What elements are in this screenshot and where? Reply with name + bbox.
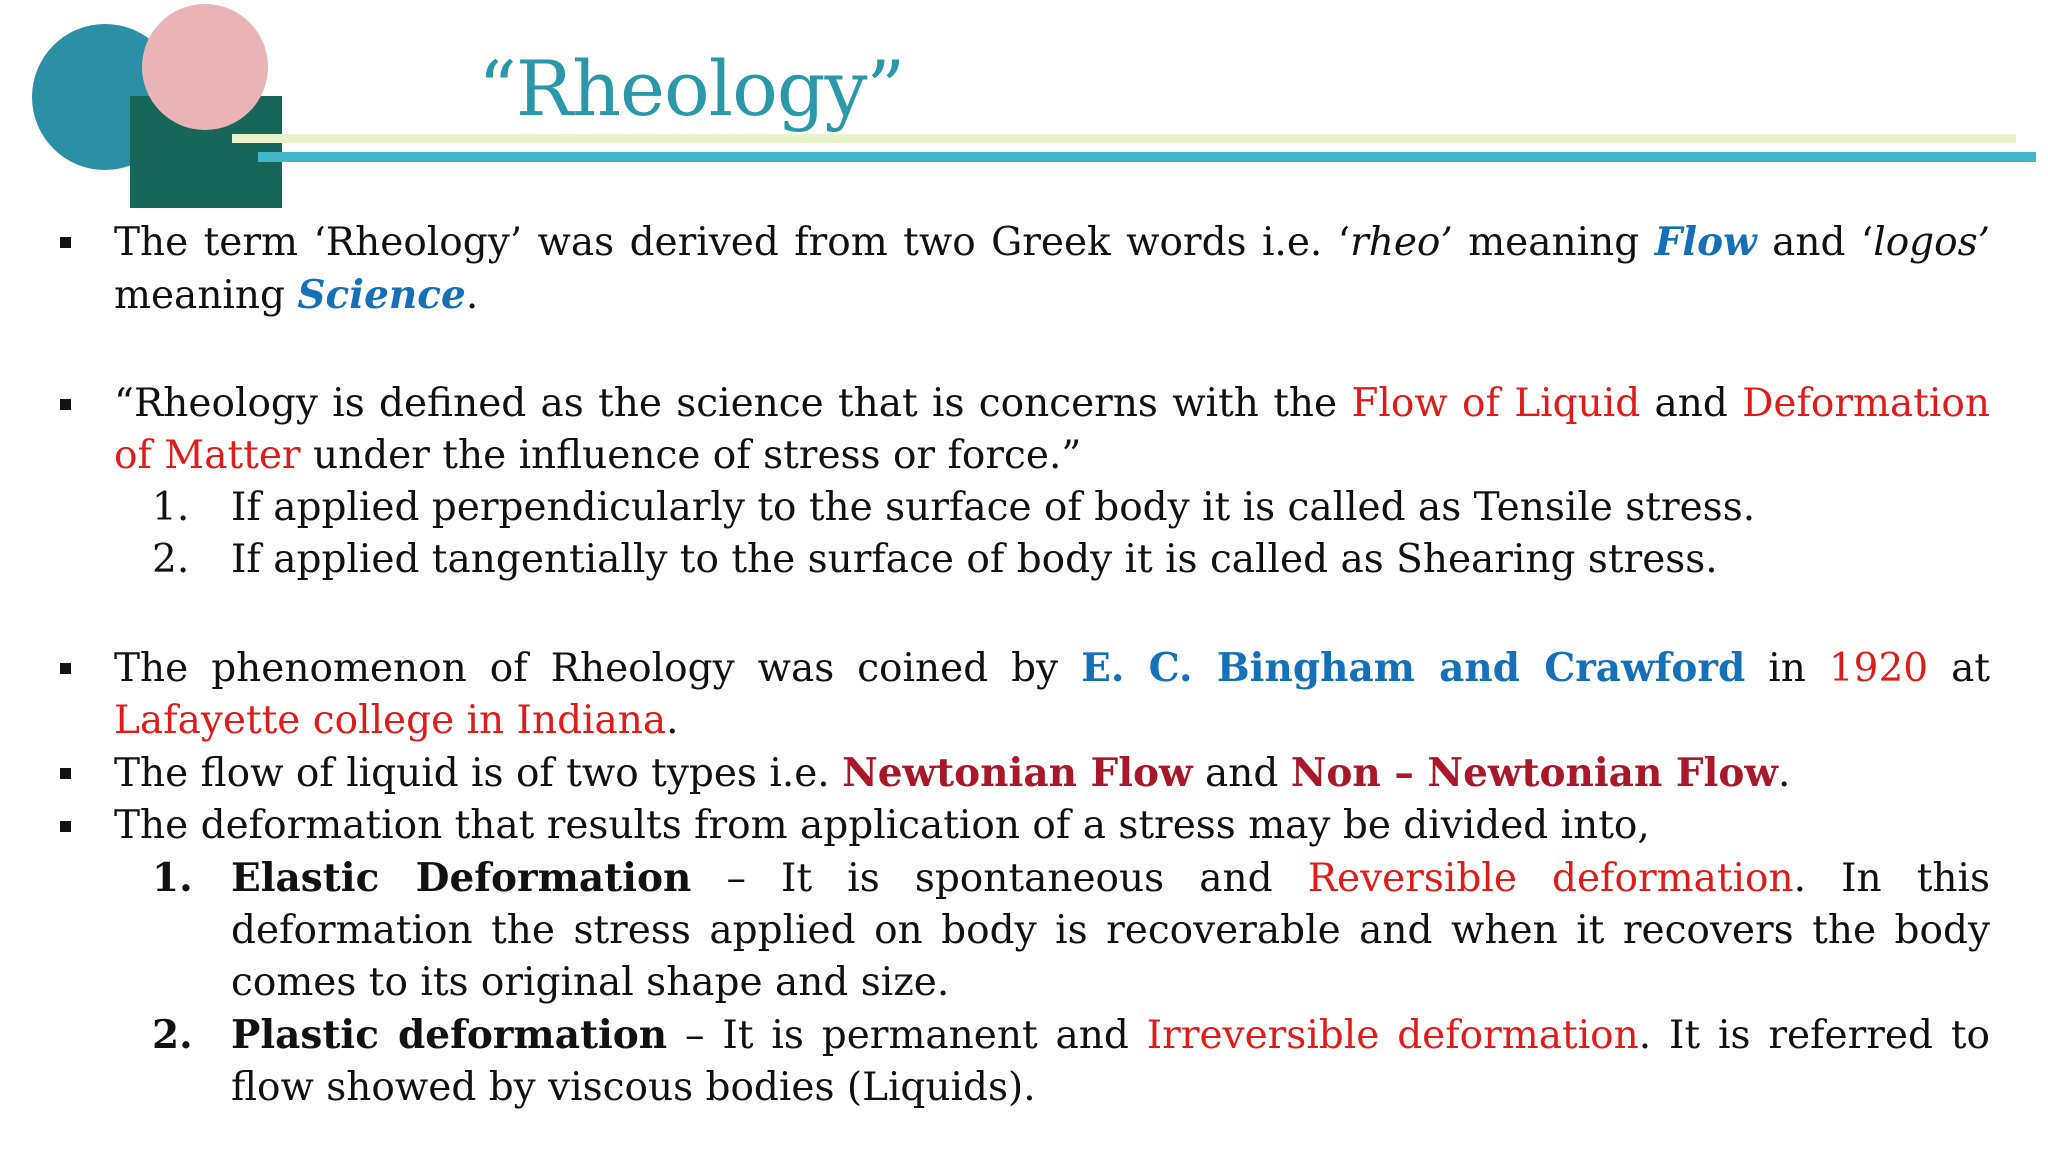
text: The phenomenon of Rheology was coined by — [114, 646, 1082, 691]
square-bullet-icon — [60, 663, 71, 674]
term-elastic-deformation: Elastic Deformation — [231, 855, 692, 901]
text: and ‘ — [1756, 220, 1874, 265]
text: meaning — [114, 273, 298, 318]
text: and — [1640, 381, 1743, 426]
highlight-place: Lafayette college in Indiana — [114, 698, 667, 743]
highlight-flow-of-liquid: Flow of Liquid — [1351, 381, 1641, 426]
text: . — [666, 698, 679, 743]
list-number: 1. — [152, 855, 193, 901]
text: at — [1928, 646, 1990, 691]
highlight-non-newtonian: Non – Newtonian Flow — [1290, 750, 1778, 796]
keyword-science: Science — [297, 272, 466, 318]
term-plastic-deformation: Plastic deformation — [231, 1012, 668, 1058]
slide-content — [58, 216, 1990, 1114]
square-bullet-icon — [60, 399, 71, 410]
bullet-history — [58, 642, 1990, 747]
title-underline-light — [232, 134, 2016, 143]
list-item-plastic — [58, 1009, 1990, 1114]
square-bullet-icon — [60, 768, 71, 779]
list-text: If applied perpendicularly to the surface of body it is called as Tensile stress. — [231, 485, 1756, 530]
square-bullet-icon — [60, 821, 71, 832]
highlight-reversible: Reversible deformation — [1307, 856, 1794, 901]
word-rheo: rheo’ — [1350, 220, 1453, 265]
text: The deformation that results from application of a stress may be divided into, — [114, 803, 1650, 848]
text: The flow of liquid is of two types i.e. — [114, 751, 843, 796]
text: – It is spontaneous and — [691, 856, 1308, 901]
word-logos: logos’ — [1873, 220, 1991, 265]
list-number: 2. — [152, 1012, 193, 1058]
text: meaning — [1452, 220, 1655, 265]
list-item-tensile — [58, 482, 1990, 534]
title-underline-dark — [258, 152, 2036, 162]
list-number: 1. — [152, 485, 190, 530]
keyword-flow: Flow — [1654, 219, 1757, 265]
text: . — [465, 273, 479, 318]
bullet-flow-types — [58, 747, 1990, 800]
pink-circle-decoration — [142, 4, 268, 130]
text: and — [1192, 751, 1291, 796]
bullet-definition — [58, 378, 1990, 482]
square-bullet-icon — [60, 237, 71, 248]
text: The term ‘Rheology’ was derived from two Greek words i.e. ‘ — [114, 220, 1351, 265]
slide-title: “Rheology” — [478, 44, 905, 133]
text: . It is referred to flow showed by viscous bodies (Liquids). — [231, 1013, 1990, 1110]
highlight-year: 1920 — [1828, 646, 1929, 691]
text: – It is permanent and — [667, 1013, 1147, 1058]
bullet-deformation — [58, 800, 1990, 852]
text: in — [1745, 646, 1829, 691]
list-text: If applied tangentially to the surface of body it is called as Shearing stress. — [231, 537, 1718, 582]
highlight-deformation-of-matter: Deformation of Matter — [114, 381, 1990, 478]
text: under the influence of stress or force.” — [300, 433, 1082, 478]
list-number: 2. — [152, 537, 190, 582]
highlight-newtonian: Newtonian Flow — [842, 750, 1193, 796]
highlight-names: E. C. Bingham and Crawford — [1081, 645, 1746, 691]
bullet-etymology — [58, 216, 1990, 322]
list-item-elastic — [58, 852, 1990, 1009]
text: “Rheology is defined as the science that is concerns with the — [114, 381, 1352, 426]
text: . — [1777, 751, 1791, 796]
text: . In this deformation the stress applied on body is recoverable and when it recovers the body comes to its original shape and size. — [231, 856, 1990, 1005]
highlight-irreversible: Irreversible deformation — [1146, 1013, 1639, 1058]
list-item-shearing — [58, 534, 1990, 586]
